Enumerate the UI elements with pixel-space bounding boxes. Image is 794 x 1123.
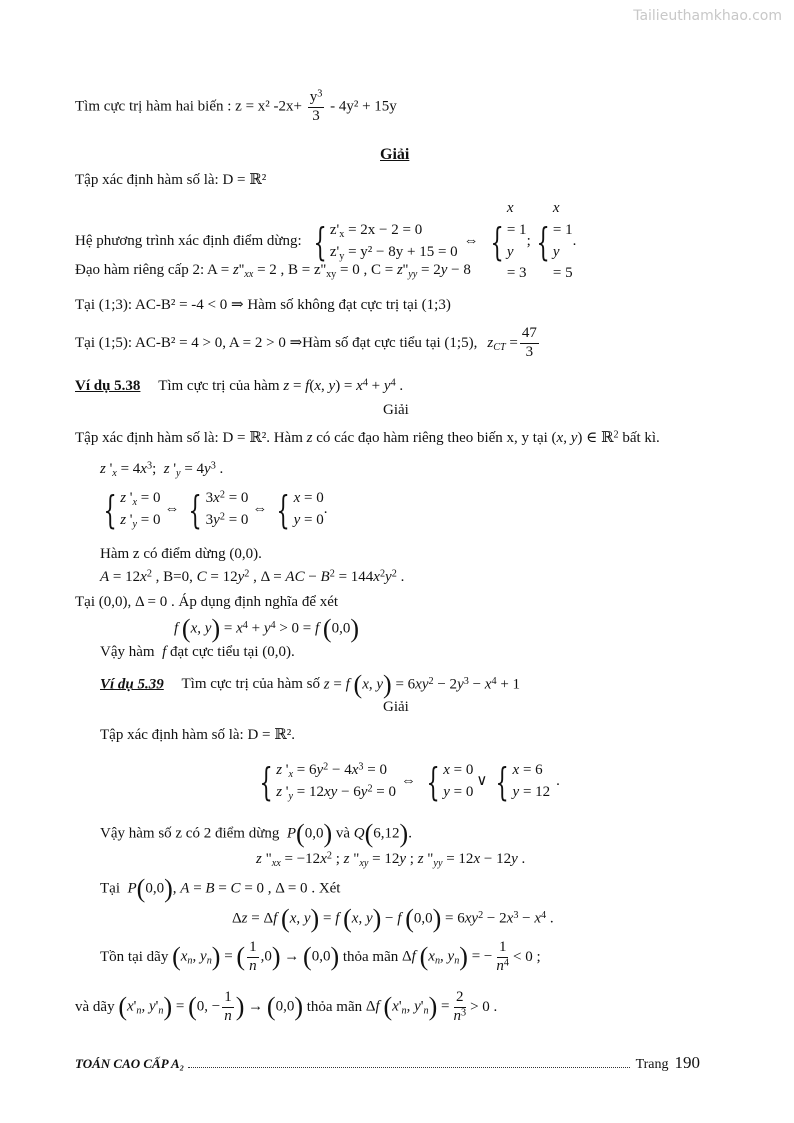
example-538-inequality: f (x, $y) = x^4 + y^4 > 0 = f$ (0,0)	[174, 614, 360, 643]
example-539-delta: Δz = Δf (x, y) = f (x, y) − f $(0,0) = 6xy^2 - 2x^3 - x^4$ .	[232, 904, 554, 933]
solution-title: Giải	[380, 146, 410, 163]
problem-prompt: Tìm cực trị hàm hai biến : z = x² -2x+	[75, 98, 302, 115]
example-539-system: { z '$_x = 6y^2 - 4x^3 = 0$ z '$_y = 12xy - 6y^2 = 0$ ⇔ { x = 0 y = 0 ∨ { x = 6 y = 12 .	[259, 759, 560, 804]
domain-text-b: có các đạo hàm riêng theo biến x, y tại	[316, 430, 548, 446]
example-539-sequence-1: Tồn tại dãy ($x_n$, $y_n$) = ( $\frac{1}{n}$ ,0) → (0,0) thỏa mãn Δf ($x_n$, $y_n$) = − $\frac{1}{n^4}$ < 0 ;	[100, 939, 541, 974]
footer-page-label: Trang	[635, 1057, 669, 1072]
solution-2: { x = 1 y = 5	[536, 200, 573, 282]
second-derivatives: Đạo hàm riêng cấp 2: $A = z''_{xx} = 2$ , $B = z''_{xy} = 0$ , $C = z''_{yy} = 2y - 8$	[75, 262, 471, 281]
point2-text: Tại (1;5): AC-B² = 4 > 0, A = 2 > 0	[75, 334, 286, 351]
two-points-a: Vậy hàm số z có 2 điểm dừng	[100, 825, 280, 842]
example-539-header: Ví dụ 5.39 Tìm cực trị của hàm số z = f (x, $y) = 6xy^2 - 2y^3 - x^4 + 1$	[100, 670, 521, 699]
seq2-b: thỏa mãn	[306, 998, 363, 1015]
problem-tail: - 4y² + 15y	[330, 98, 397, 115]
example-539-label: Ví dụ 5.39	[100, 676, 164, 693]
stationary-label: Hệ phương trình xác định điểm dừng:	[75, 232, 302, 249]
example-539-second: z "$_{xx} = -12x^2$ ; z "$_{xy} = 12y$ ; z "$_{yy} = 12x - 12y$ .	[256, 850, 526, 870]
seq2-a: và dãy	[75, 998, 115, 1015]
system-equations: { $z'_x = 2x - 2 = 0$ $z'_y = y^2 - 8y + 15 = 0$	[313, 219, 458, 264]
implies-icon: ⇒	[230, 297, 244, 313]
at-p-b: . Xét	[311, 880, 341, 897]
example-538-domain: Tập xác định hàm số là: D = ℝ². Hàm z có các đạo hàm riêng theo biến x, y tại (x, y) ∈ ℝ$^2$ bất kì.	[75, 429, 660, 446]
point1-result: Hàm số không đạt cực trị tại (1;3)	[247, 297, 451, 313]
solution-1: { x = 1 y = 3	[490, 200, 527, 282]
problem-domain: Tập xác định hàm số là: D = ℝ²	[75, 172, 267, 188]
example-539-domain: Tập xác định hàm số là: D = ℝ².	[100, 727, 295, 743]
at-p-a: Tại	[100, 880, 120, 897]
point1-check	[75, 297, 451, 314]
example-538-second: $A = 12x^2$ , B=0, $C = 12y^2$ , Δ = AC − $B^2 = 144x^2y^2$ .	[100, 568, 405, 585]
partial-derivatives: z '$_x = 4x^3$; z '$_y = 4y^3$ .	[100, 460, 224, 480]
domain-text-a: Tập xác định hàm số là: D = ℝ². Hàm	[75, 430, 303, 446]
example-538-prompt: Tìm cực trị của hàm	[158, 378, 280, 394]
conclusion-b: đạt cực tiểu tại (0,0).	[170, 644, 295, 660]
second-deriv-label: Đạo hàm riêng cấp 2:	[75, 262, 205, 278]
footer-book-title: TOÁN CAO CẤP A₂	[75, 1056, 185, 1071]
example-539-prompt: Tìm cực trị của hàm số	[181, 676, 321, 693]
point1-text: Tại (1;3): AC-B² = -4 < 0	[75, 297, 228, 313]
equivalence-icon: ⇔	[463, 232, 479, 249]
stationary-system: Hệ phương trình xác định điểm dừng: { $z'_x = 2x - 2 = 0$ $z'_y = y^2 - 8y + 15 = 0$ ⇔ { x = 1 y = 3 ; { x = 1 y = 5 .	[75, 198, 576, 285]
problem-statement	[75, 90, 397, 125]
footer-dots	[188, 1067, 629, 1068]
example-538-stationary: Hàm z có điểm dừng (0,0).	[100, 546, 262, 562]
point2-check: Tại (1;5): AC-B² = 4 > 0, A = 2 > 0 ⇒ Hàm số đạt cực tiểu tại (1;5), $z_{CT}$ = $\frac{47}{3}$	[75, 325, 537, 360]
example-538-system: { z '$_x = 0$ z '$_y = 0$ ⇔ { $3x^2 = 0$ $3y^2 = 0$ ⇔ { x = 0 y = 0 .	[103, 487, 328, 532]
example-538-header: Ví dụ 5.38 Tìm cực trị của hàm z = f(x, $y) = x^4 + y^4$ .	[75, 377, 404, 394]
example-539-sequence-2: và dãy ($x'_n$, $y'_n) = (0$, − $\frac{1}{n}$ ) → (0,0) thỏa mãn Δf ($x'_n$, $y'_n$) = $\frac{2}{n^3}$ > 0 .	[75, 989, 498, 1024]
seq1-b: thỏa mãn	[342, 948, 399, 965]
example-538-origin: Tại (0,0), Δ = 0 . Áp dụng định nghĩa để xét	[75, 594, 339, 610]
conclusion-a: Vậy hàm	[100, 644, 155, 660]
page-footer	[75, 1053, 700, 1073]
watermark: Tailieuthamkhao.com	[633, 8, 782, 24]
implies-icon: ⇒	[285, 334, 303, 351]
example-539-solution-title: Giải	[383, 699, 409, 715]
fraction-y3-over-3: $\frac{y^3}{3}$	[309, 88, 323, 124]
seq1-a: Tồn tại dãy	[100, 948, 169, 965]
two-points-b: và	[335, 825, 351, 842]
example-538-solution-title: Giải	[383, 402, 409, 418]
example-538-label: Ví dụ 5.38	[75, 378, 141, 394]
example-539-at-p: Tại P(0,0), A = B = C = 0 , Δ = 0 . Xét	[100, 874, 341, 903]
domain-text-c: bất kì.	[622, 430, 660, 446]
example-539-points: Vậy hàm số z có 2 điểm dừng P(0,0) và Q(6,12).	[100, 819, 412, 848]
point2-result: Hàm số đạt cực tiểu tại (1;5),	[302, 334, 478, 351]
footer-page-number: 190	[674, 1053, 700, 1072]
zct-fraction: $\frac{47}{3}$	[521, 325, 537, 360]
example-538-conclusion: Vậy hàm f đạt cực tiểu tại (0,0).	[100, 644, 295, 660]
